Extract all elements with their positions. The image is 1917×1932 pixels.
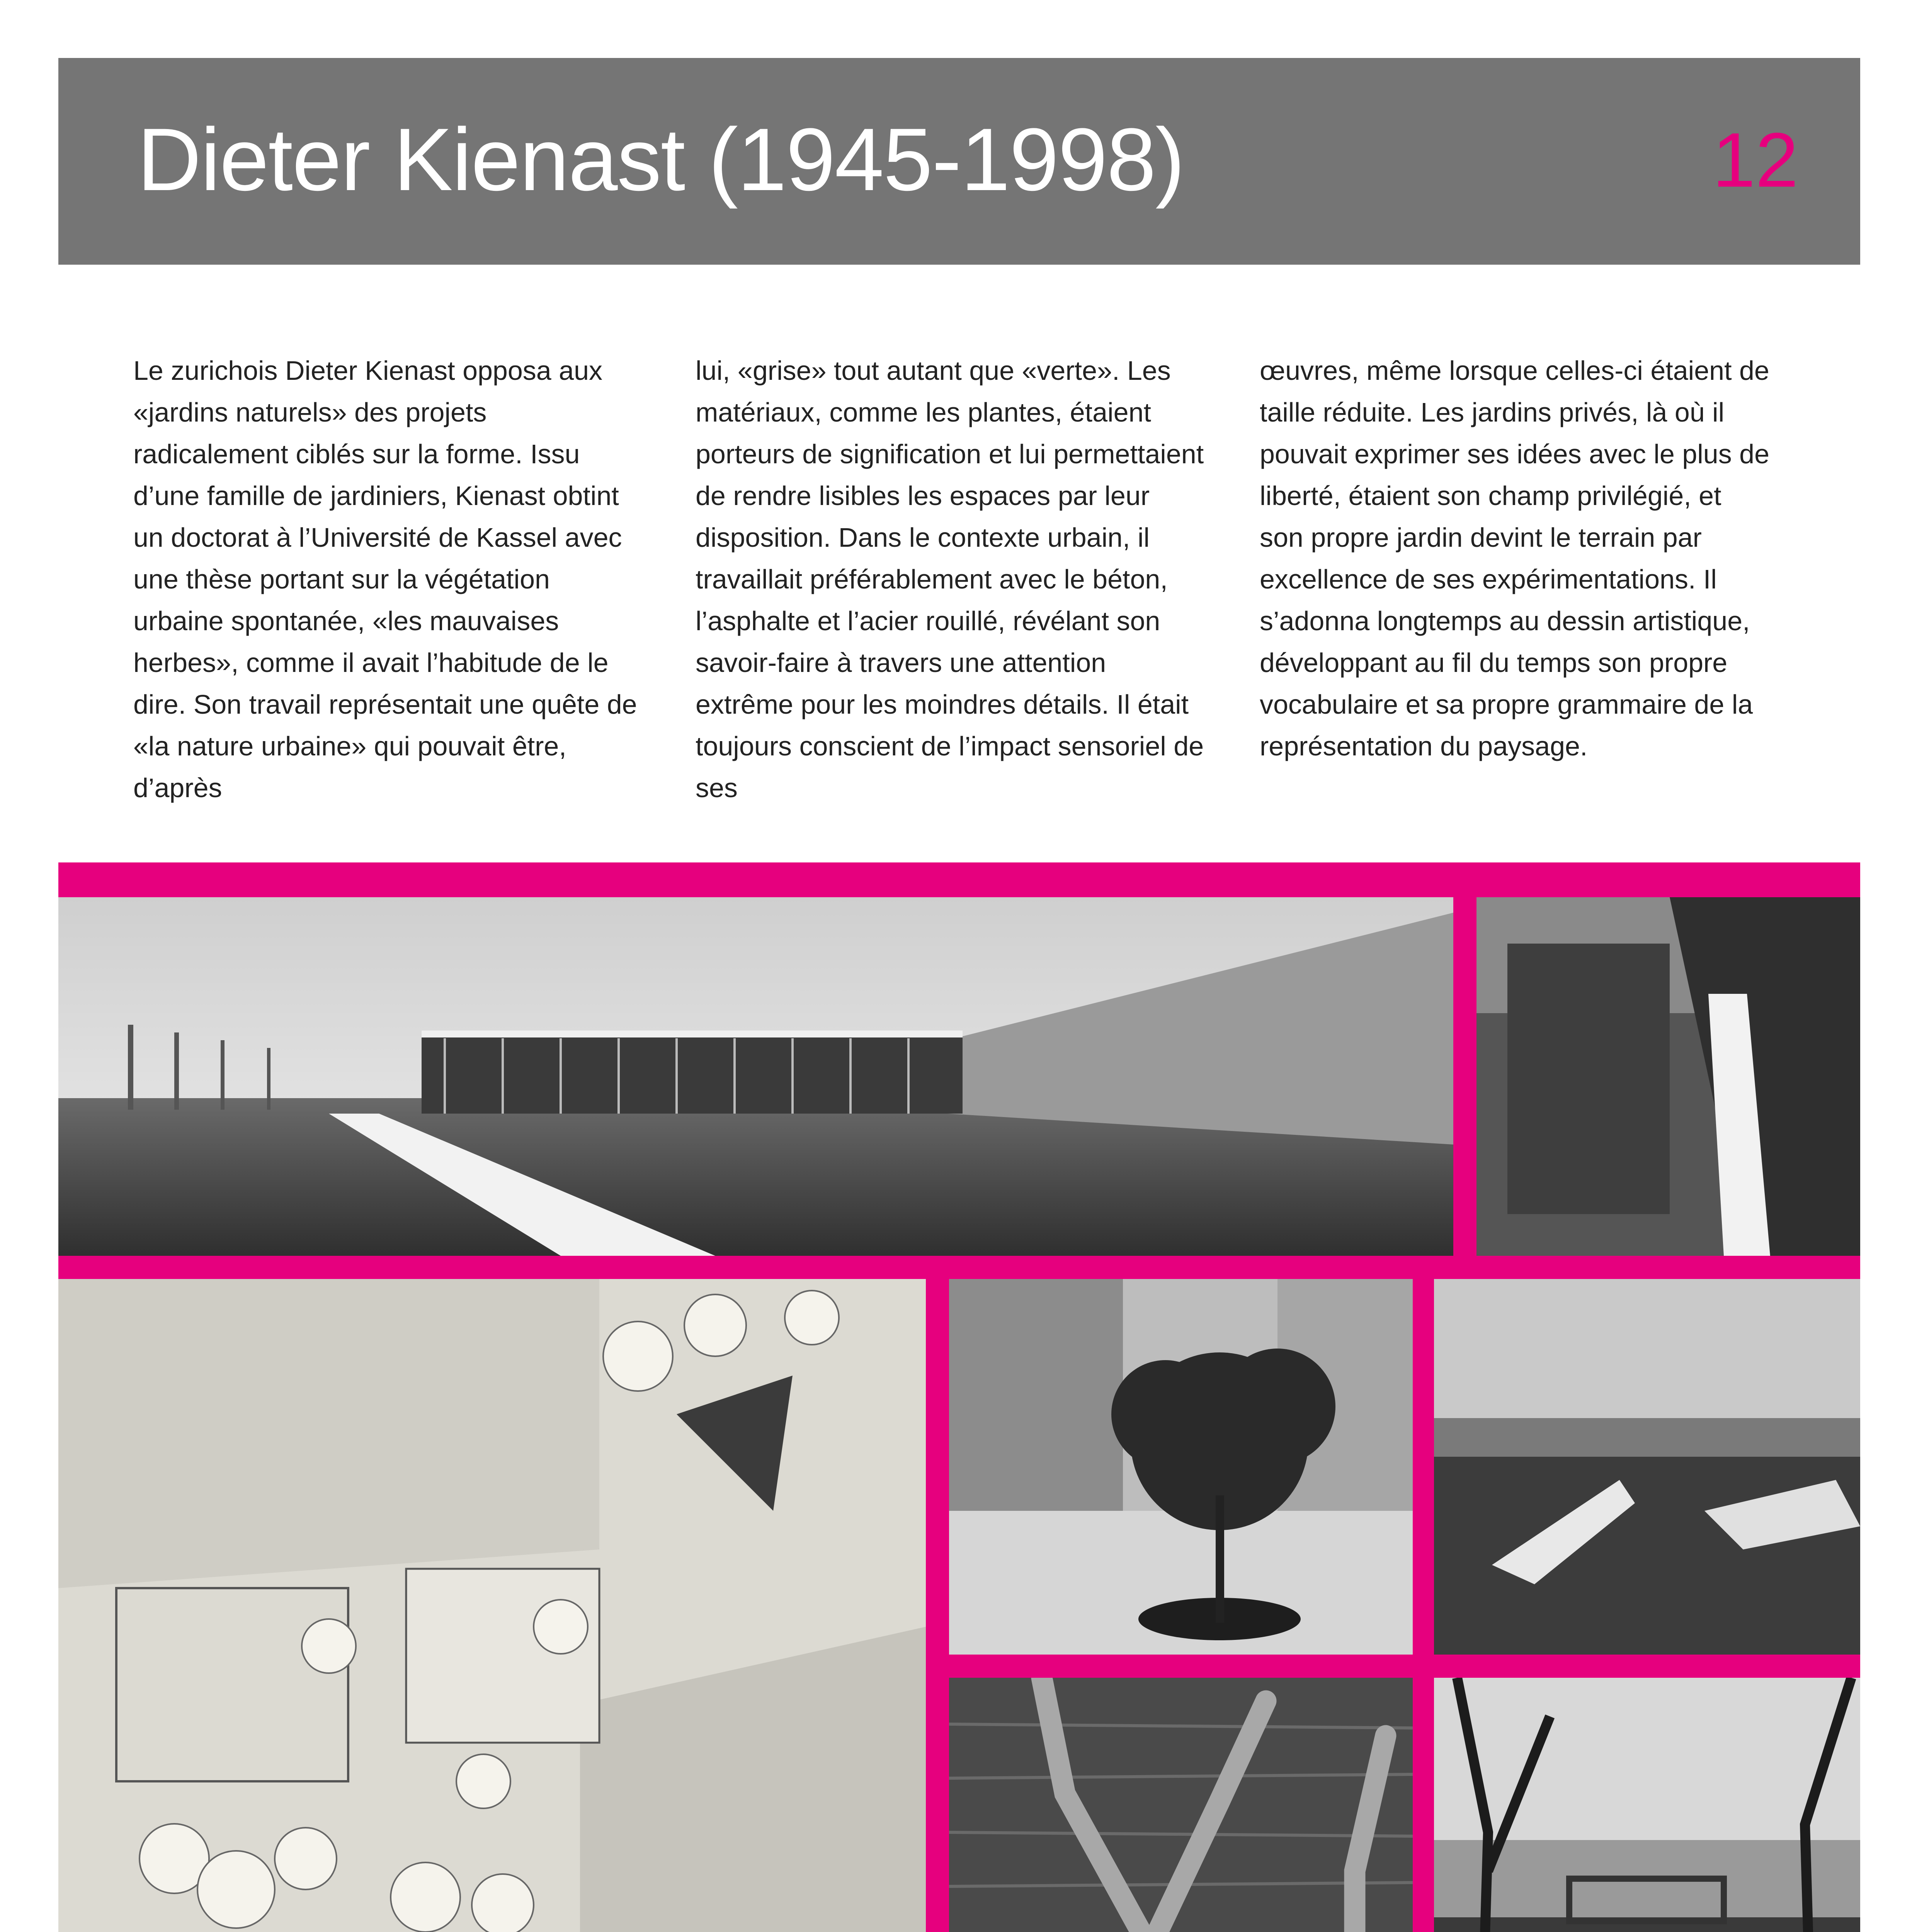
text-column-2: lui, «grise» tout autant que «verte». Les matériaux, comme les plantes, étaient porteurs de signification et lui permettaient de rendre lisibles les espaces par leur disposition. Dans le contexte urbain, il travaillait préférablement avec le béton, l’asphalte et l’acier rouillé, révélant son savoir-faire à travers une attention extrême pour les moindres détails. Il était toujours conscient de l’impact sensoriel de ses [696,355,1204,803]
text-column-1: Le zurichois Dieter Kienast opposa aux «jardins naturels» des projets radicalement ciblés sur la forme. Issu d’une famille de jardiniers, Kienast obtint un doctorat à l’Université de Kassel avec une thèse portant sur la végétation urbaine spontanée, «les mauvaises herbes», comme il avait l’habitude de le dire. Son travail représentait une quête de «la nature urbaine» qui pouvait être, d’après [133,355,637,803]
photo-ecole-cantonale [58,897,1453,1256]
photo-furstenwald-wall [949,1678,1413,1932]
photo-furstenwald-landscape [1434,1678,1860,1932]
panel-number: 12 [1712,117,1798,203]
title-bar [58,58,1860,265]
photo-bad-munder-park [1434,1279,1860,1655]
text-column-3: œuvres, même lorsque celles-ci étaient de taille réduite. Les jardins privés, là où il pouvait exprimer ses idées avec le plus de liberté, étaient son champ privilégié, et son propre jardin devint le terrain par excellence de ses expérimentations. Il s’adonna longtemps au dessin artistique, développant au fil du temps son propre vocabulaire et sa propre grammaire de la représentation du paysage. [1260,355,1770,761]
page-title: Dieter Kienast (1945-1998) [137,110,1184,209]
photo-gallery [58,862,1860,1932]
photo-water-channel [1476,897,1860,1256]
photo-swiss-re-courtyard [949,1279,1413,1655]
drawing-kienast-garden-plan [58,1279,926,1932]
